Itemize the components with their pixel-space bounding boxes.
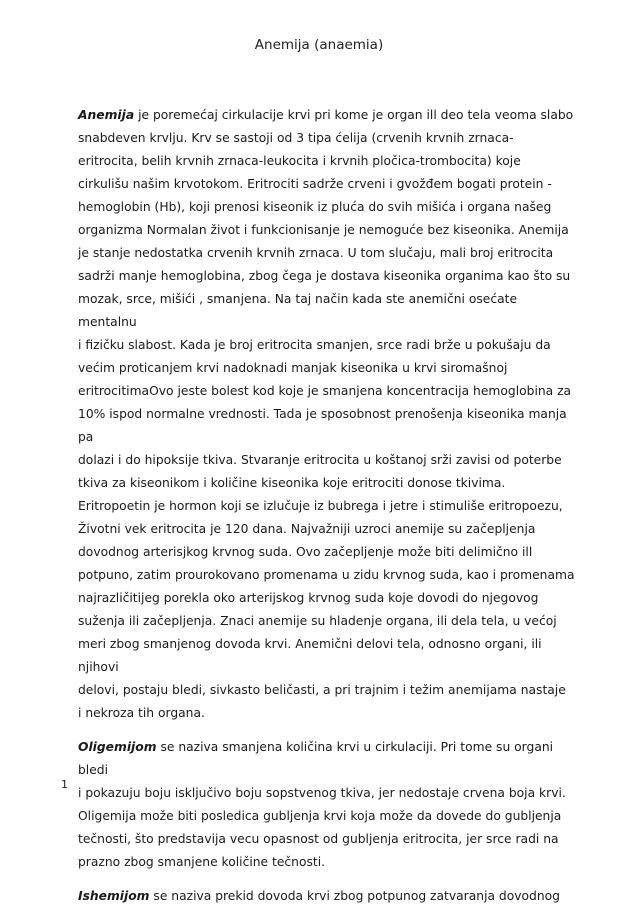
document-title: Anemija (anaemia)	[254, 37, 384, 53]
paragraph-text: se naziva prekid dovoda krvi zbog potpunog zatvaranja dovodnog	[149, 889, 560, 903]
term-ishemija: Ishemijom	[78, 889, 150, 903]
paragraph-text: je poremećaj cirkulacije krvi pri kome je organ ill deo tela veoma slabo snabdeven krvlju. Krv se sastoji od 3 tipa ćelija (crvenih krvnih zrnaca- eritrocita, belih krvnih zrnaca-leukocita i krvnih pločica-trombocita) koje cirkulišu našim krvotokom. Eritrociti sadrže crveni i gvožđem bogati protein - hemoglobin (Hb), koji prenosi kiseonik iz pluća do svih mišića i organa našeg organizma Normalan život i funkcionisanje je nemoguće bez kiseonika. Anemija je stanje nedostatka crvenih krvnih zrnaca. U tom slučaju, mali broj eritrocita sadrži manje hemoglobina, zbog čega je dostava kiseonika organima kao što su mozak, srce, mišići , smanjena. Na taj način kada ste anemični osećate mentalnu i fizičku slabost. Kada je broj eritrocita smanjen, srce radi brže u pokušaju da većim proticanjem krvi nadoknadi manjak kiseonika u krvi siromašnoj eritrocitimaOvo jeste bolest kod koje je smanjena koncentracija hemoglobina za 10% ispod normalne vrednosti. Tada je sposobnost prenošenja kiseonika manja pa dolazi i do hipoksije tkiva. Stvaranje eritrocita u koštanoj srži zavisi od poterbe tkiva za kiseonikom i količine kiseonika koje eritrociti donose tkivima. Eritropoetin je hormon koji se izlučuje iz bubrega i jetre i stimuliše eritropoezu, Životni vek eritrocita je 120 dana. Najvažniji uzroci anemije su začepljenja dovodnog arterisjkog krvnog suda. Ovo začepljenje može biti delimično ill potpuno, zatim prourokovano promenama u zidu krvnog suda, kao i promenama najrazličitijeg porekla oko arterijskog krvnog suda koje dovodi do njegovog suženja ili začepljenja. Znaci anemije su hladenje organa, ili dela tela, u većoj meri zbog smanjenog dovoda krvi. Anemični delovi tela, odnosno organi, ili njihovi delovi, postaju bledi, sivkasto beličasti, a pri trajnim i težim anemijama nastaje i nekroza tih organa.	[78, 108, 575, 720]
paragraph-oligemija	[78, 736, 578, 874]
page-number: 1	[61, 778, 68, 791]
paragraph-text: se naziva smanjena količina krvi u cirkulaciji. Pri tome su organi bledi i pokazuju boju isključivo boju sopstvenog tkiva, jer nedostaje crvena boja krvi. Oligemija može biti posledica gubljenja krvi koja može da dovede do gubljenja tečnosti, što predstavija vecu opasnost od gubljenja eritrocita, jer srce radi na prazno zbog smanjene količine tečnosti.	[78, 740, 566, 869]
document-body	[78, 104, 578, 919]
paragraph-anemija	[78, 104, 578, 725]
paragraph-ishemija	[78, 885, 578, 908]
term-anemija: Anemija	[78, 108, 135, 122]
term-oligemija: Oligemijom	[78, 740, 157, 754]
